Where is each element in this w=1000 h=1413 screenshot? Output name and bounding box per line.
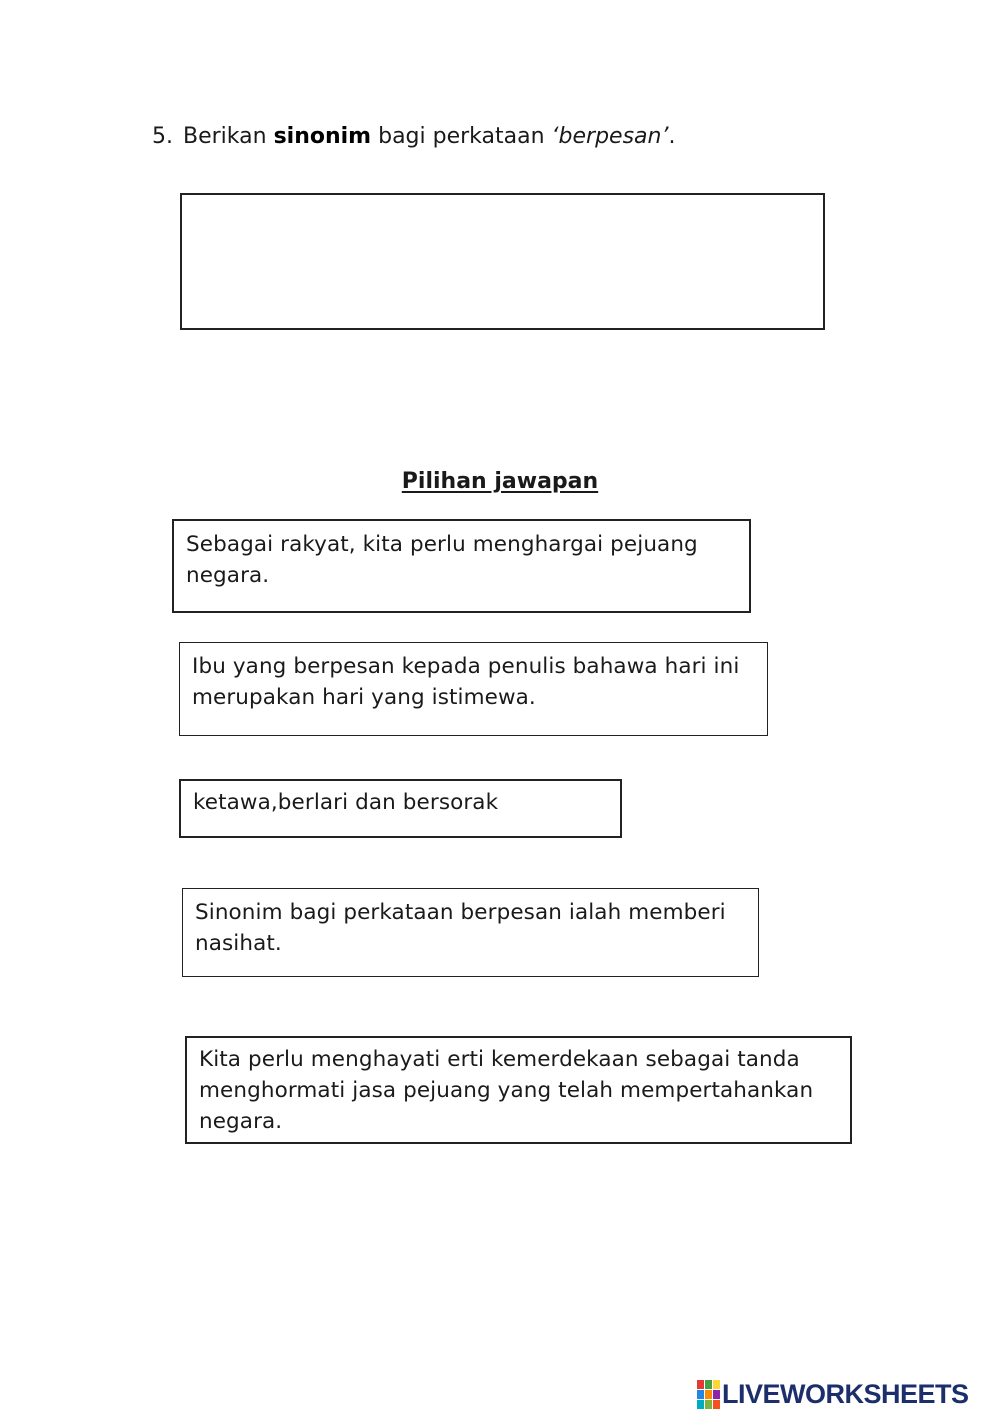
logo-tile: [713, 1380, 720, 1389]
logo-tile: [697, 1390, 704, 1399]
question-text-before: Berikan: [183, 124, 274, 149]
logo-tile: [705, 1380, 712, 1389]
question-text-middle: bagi perkataan: [371, 124, 552, 149]
logo-tile: [705, 1390, 712, 1399]
question-bold-word: sinonim: [273, 124, 372, 149]
liveworksheets-logo-icon: [697, 1380, 720, 1409]
question-italic-word: ‘berpesan’: [551, 124, 669, 149]
choice-card-5[interactable]: Kita perlu menghayati erti kemerdekaan sebagai tanda menghormati jasa pejuang yang telah mempertahankan negara.: [185, 1036, 852, 1144]
question-number: 5.: [152, 124, 173, 149]
logo-tile: [705, 1400, 712, 1409]
question-5: [152, 122, 675, 152]
choice-card-4[interactable]: Sinonim bagi perkataan berpesan ialah memberi nasihat.: [182, 888, 759, 977]
logo-tile: [697, 1400, 704, 1409]
choice-card-3[interactable]: ketawa,berlari dan bersorak: [179, 779, 622, 838]
choices-title: [0, 467, 1000, 497]
choice-card-2[interactable]: Ibu yang berpesan kepada penulis bahawa hari ini merupakan hari yang istimewa.: [179, 642, 768, 736]
answer-drop-box[interactable]: [180, 193, 825, 330]
question-text-end: .: [668, 124, 676, 149]
logo-tile: [713, 1400, 720, 1409]
choice-card-1[interactable]: Sebagai rakyat, kita perlu menghargai pejuang negara.: [172, 519, 751, 613]
logo-text: LIVEWORKSHEETS: [722, 1379, 969, 1409]
liveworksheets-logo: [697, 1380, 969, 1408]
choices-title-text: Pilihan jawapan: [401, 469, 599, 494]
logo-tile: [713, 1390, 720, 1399]
logo-tile: [697, 1380, 704, 1389]
